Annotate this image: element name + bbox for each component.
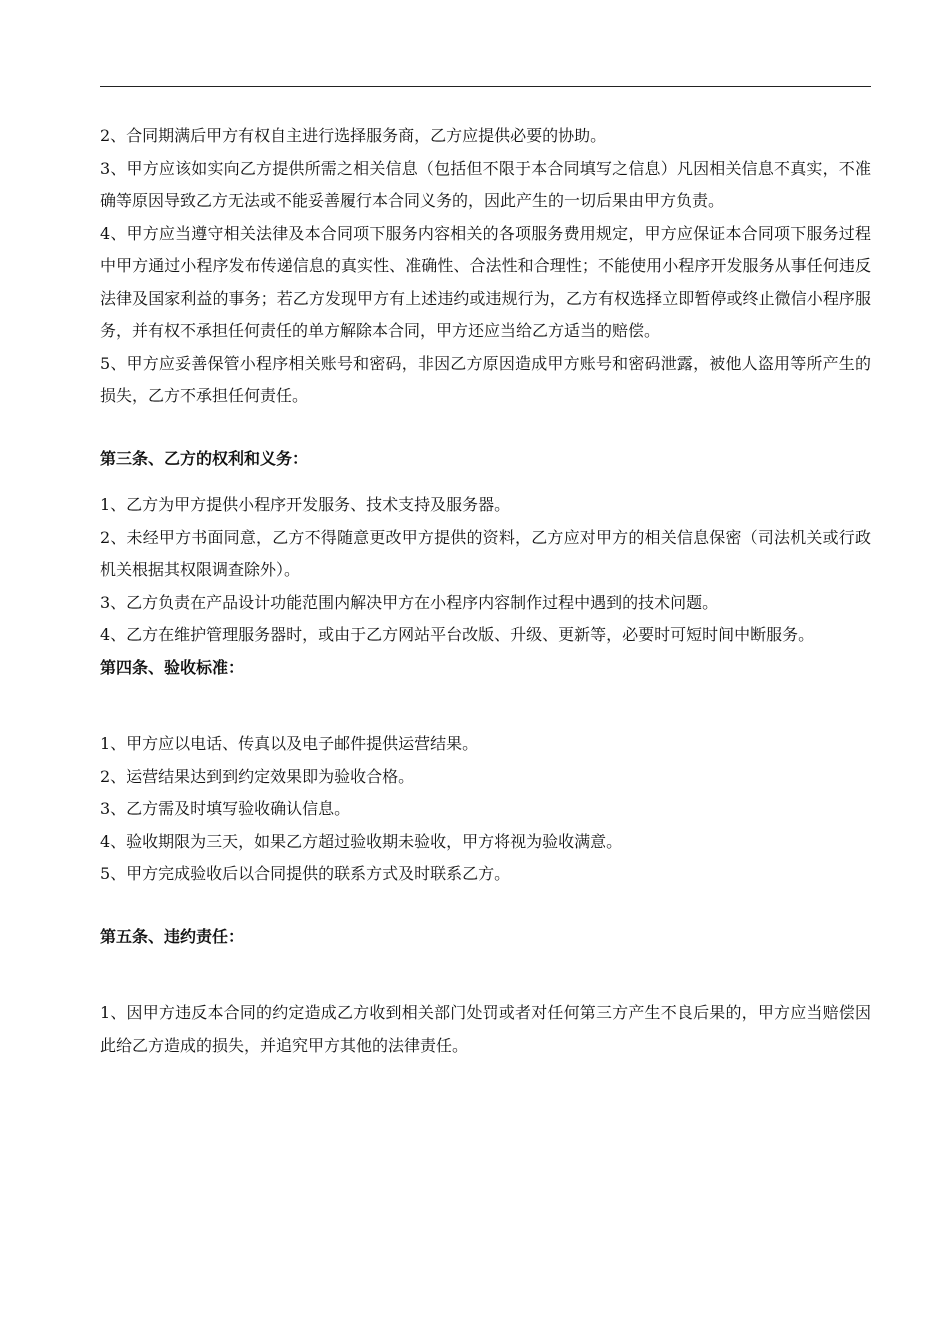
clause-2-3: 3、甲方应该如实向乙方提供所需之相关信息（包括但不限于本合同填写之信息）凡因相关信息不真实，不准确等原因导致乙方无法或不能妥善履行本合同义务的，因此产生的一切后果由甲方负责。 <box>100 158 871 210</box>
section-3 <box>100 443 871 652</box>
header-rule <box>100 86 871 87</box>
clause-3-1: 1、乙方为甲方提供小程序开发服务、技术支持及服务器。 <box>100 495 511 514</box>
section-3-heading: 第三条、乙方的权利和义务： <box>100 448 309 468</box>
clause-4-5: 5、甲方完成验收后以合同提供的联系方式及时联系乙方。 <box>100 864 511 883</box>
section-4 <box>100 652 871 891</box>
section-2-clauses <box>100 120 871 413</box>
clause-4-1: 1、甲方应以电话、传真以及电子邮件提供运营结果。 <box>100 734 479 753</box>
clause-2-5: 5、甲方应妥善保管小程序相关账号和密码，非因乙方原因造成甲方账号和密码泄露，被他人盗用等所产生的损失，乙方不承担任何责任。 <box>100 353 871 405</box>
clause-3-4: 4、乙方在维护管理服务器时，或由于乙方网站平台改版、升级、更新等，必要时可短时间中断服务。 <box>100 625 815 644</box>
clause-5-1: 1、因甲方违反本合同的约定造成乙方收到相关部门处罚或者对任何第三方产生不良后果的，甲方应当赔偿因此给乙方造成的损失，并追究甲方其他的法律责任。 <box>100 1003 871 1055</box>
section-5-heading: 第五条、违约责任： <box>100 926 245 946</box>
document-body <box>100 120 871 1062</box>
section-4-heading: 第四条、验收标准： <box>100 657 245 677</box>
clause-4-3: 3、乙方需及时填写验收确认信息。 <box>100 799 351 818</box>
clause-4-4: 4、验收期限为三天，如果乙方超过验收期未验收，甲方将视为验收满意。 <box>100 831 623 851</box>
clause-3-2: 2、未经甲方书面同意，乙方不得随意更改甲方提供的资料，乙方应对甲方的相关信息保密（司法机关或行政机关根据其权限调查除外）。 <box>100 527 871 579</box>
clause-2-2: 2、合同期满后甲方有权自主进行选择服务商，乙方应提供必要的协助。 <box>100 126 607 145</box>
section-5 <box>100 921 871 1063</box>
clause-3-3: 3、乙方负责在产品设计功能范围内解决甲方在小程序内容制作过程中遇到的技术问题。 <box>100 592 719 612</box>
clause-2-4: 4、甲方应当遵守相关法律及本合同项下服务内容相关的各项服务费用规定，甲方应保证本合同项下服务过程中甲方通过小程序发布传递信息的真实性、准确性、合法性和合理性；不能使用小程序开发服务从事任何违反法律及国家利益的事务；若乙方发现甲方有上述违约或违规行为，乙方有权选择立即暂停或终止微信小程序服务，并有权不承担任何责任的单方解除本合同，甲方还应当给乙方适当的赔偿。 <box>100 223 871 340</box>
clause-4-2: 2、运营结果达到到约定效果即为验收合格。 <box>100 766 415 786</box>
